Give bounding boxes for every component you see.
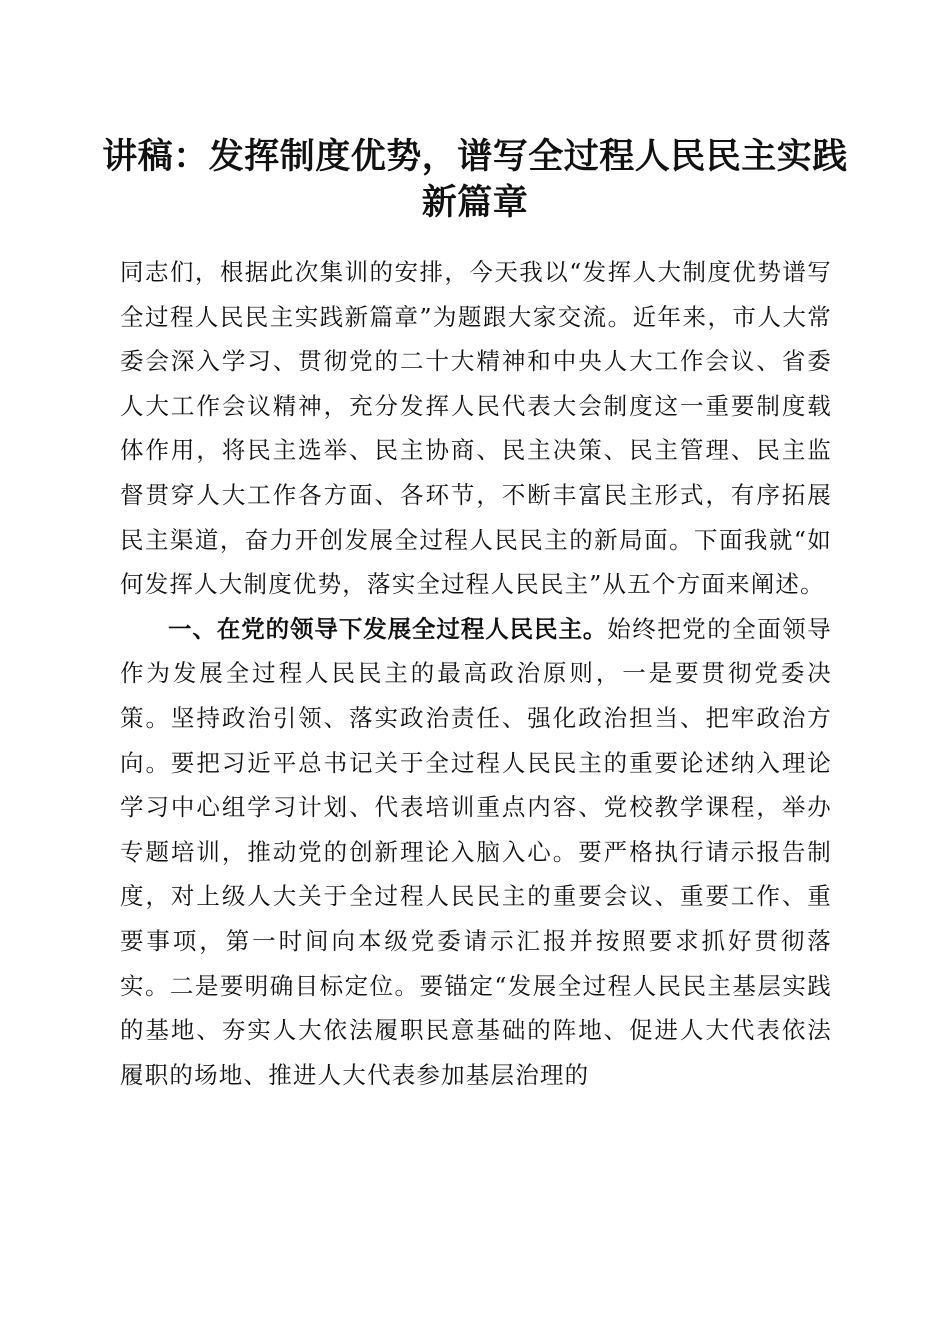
document-body: [120, 250, 832, 1097]
section-one-paragraph: [120, 607, 832, 1098]
opening-paragraph: 同志们，根据此次集训的安排，今天我以“发挥人大制度优势谱写全过程人民民主实践新篇章”为题跟大家交流。近年来，市人大常委会深入学习、贯彻党的二十大精神和中央人大工作会议、省委人大工作会议精神，充分发挥人民代表大会制度这一重要制度载体作用，将民主选举、民主协商、民主决策、民主管理、民主监督贯穿人大工作各方面、各环节，不断丰富民主形式，有序拓展民主渠道，奋力开创发展全过程人民民主的新局面。下面我就“如何发挥人大制度优势，落实全过程人民民主”从五个方面来阐述。: [120, 258, 832, 599]
document-title: 讲稿：发挥制度优势，谱写全过程人民民主实践新篇章: [102, 137, 848, 223]
section-one-heading: 一、在党的领导下发展全过程人民民主。: [168, 614, 608, 643]
section-one-text: 始终把党的全面领导作为发展全过程人民民主的最高政治原则，一是要贯彻党委决策。坚持政治引领、落实政治责任、强化政治担当、把牢政治方向。要把习近平总书记关于全过程人民民主的重要论述纳入理论学习中心组学习计划、代表培训重点内容、党校教学课程，举办专题培训，推动党的创新理论入脑入心。要严格执行请示报告制度，对上级人大关于全过程人民民主的重要会议、重要工作、重要事项，第一时间向本级党委请示汇报并按照要求抓好贯彻落实。二是要明确目标定位。要锚定“发展全过程人民民主基层实践的基地、夯实人大依法履职民意基础的阵地、促进人大代表依法履职的场地、推进人大代表参加基层治理的: [120, 614, 832, 1089]
